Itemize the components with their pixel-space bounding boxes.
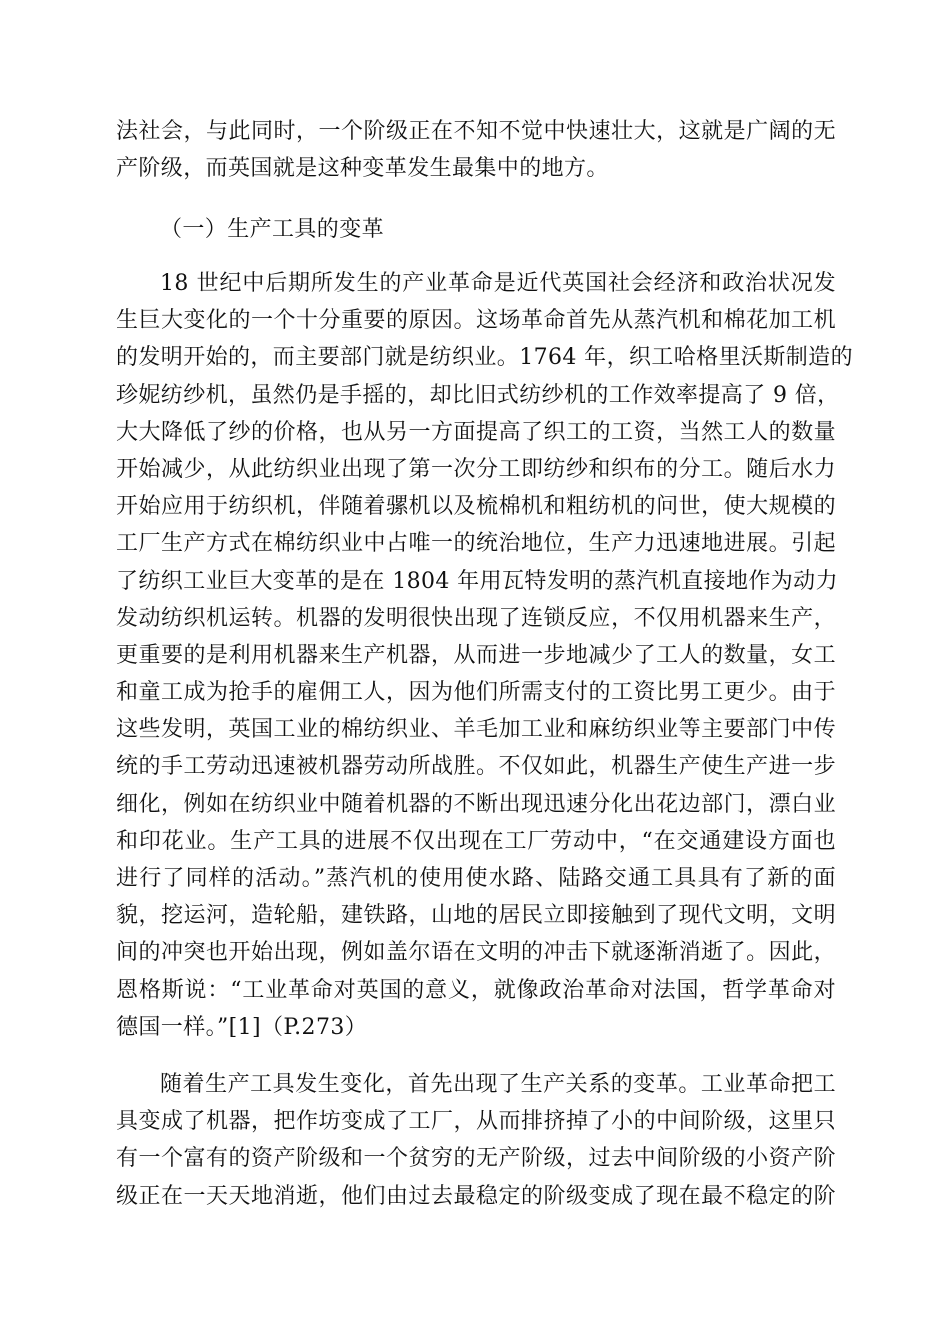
text-line: 开始应用于纺织机，伴随着骡机以及梳棉机和粗纺机的问世，使大规模的: [116, 494, 836, 520]
continuation-paragraph: [116, 113, 836, 187]
text-line: 工厂生产方式在棉纺织业中占唯一的统治地位，生产力迅速地进展。引起: [116, 531, 836, 557]
text-line: 恩格斯说：“工业革命对英国的意义，就像政治革命对法国，哲学革命对: [116, 977, 836, 1003]
text-line: 大大降低了纱的价格，也从另一方面提高了织工的工资，当然工人的数量: [116, 419, 836, 445]
text-line: 细化，例如在纺织业中随着机器的不断出现迅速分化出花边部门，漂白业: [116, 791, 836, 817]
text-line: 和童工成为抢手的雇佣工人，因为他们所需支付的工资比男工更少。由于: [116, 680, 836, 706]
text-line: 进行了同样的活动。”蒸汽机的使用使水路、陆路交通工具具有了新的面: [116, 866, 836, 891]
text-line: 级正在一天天地消逝，他们由过去最稳定的阶级变成了现在最不稳定的阶: [116, 1183, 836, 1209]
text-line: 德国一样。”[1]（P.273）: [116, 1014, 368, 1040]
text-line: 了纺织工业巨大变革的是在 1804 年用瓦特发明的蒸汽机直接地作为动力: [116, 568, 838, 594]
section-heading-block: [116, 211, 836, 248]
text-line: 具变成了机器，把作坊变成了工厂，从而排挤掉了小的中间阶级，这里只: [116, 1109, 836, 1135]
section-heading: （一）生产工具的变革: [160, 217, 385, 242]
paragraph-production-tools: [116, 265, 853, 1046]
text-line: 18 世纪中后期所发生的产业革命是近代英国社会经济和政治状况发: [160, 271, 836, 296]
text-line: 珍妮纺纱机，虽然仍是手摇的，却比旧式纺纱机的工作效率提高了 9 倍，: [116, 382, 840, 408]
text-line: 更重要的是利用机器来生产机器，从而进一步地减少了工人的数量，女工: [116, 642, 836, 668]
text-line: 有一个富有的资产阶级和一个贫穷的无产阶级，过去中间阶级的小资产阶: [116, 1146, 836, 1172]
text-line: 和印花业。生产工具的进展不仅出现在工厂劳动中，“在交通建设方面也: [116, 828, 836, 854]
text-line: 统的手工劳动迅速被机器劳动所战胜。不仅如此，机器生产使生产进一步: [116, 754, 836, 780]
text-line: 法社会，与此同时，一个阶级正在不知不觉中快速壮大，这就是广阔的无: [116, 119, 836, 144]
text-line: 发动纺织机运转。机器的发明很快出现了连锁反应，不仅用机器来生产，: [116, 605, 836, 631]
text-line: 这些发明，英国工业的棉纺织业、羊毛加工业和麻纺织业等主要部门中传: [116, 717, 836, 743]
text-line: 随着生产工具发生变化，首先出现了生产关系的变革。工业革命把工: [160, 1072, 836, 1097]
text-line: 开始减少，从此纺织业出现了第一次分工即纺纱和织布的分工。随后水力: [116, 456, 836, 482]
text-line: 间的冲突也开始出现，例如盖尔语在文明的冲击下就逐渐消逝了。因此，: [116, 940, 836, 966]
text-line: 产阶级，而英国就是这种变革发生最集中的地方。: [116, 156, 609, 182]
text-line: 生巨大变化的一个十分重要的原因。这场革命首先从蒸汽机和棉花加工机: [116, 308, 836, 334]
text-line: 貌，挖运河，造轮船，建铁路，山地的居民立即接触到了现代文明，文明: [116, 903, 836, 929]
paragraph-production-relations: [116, 1066, 836, 1215]
text-line: 的发明开始的，而主要部门就是纺织业。1764 年，织工哈格里沃斯制造的: [116, 345, 853, 371]
